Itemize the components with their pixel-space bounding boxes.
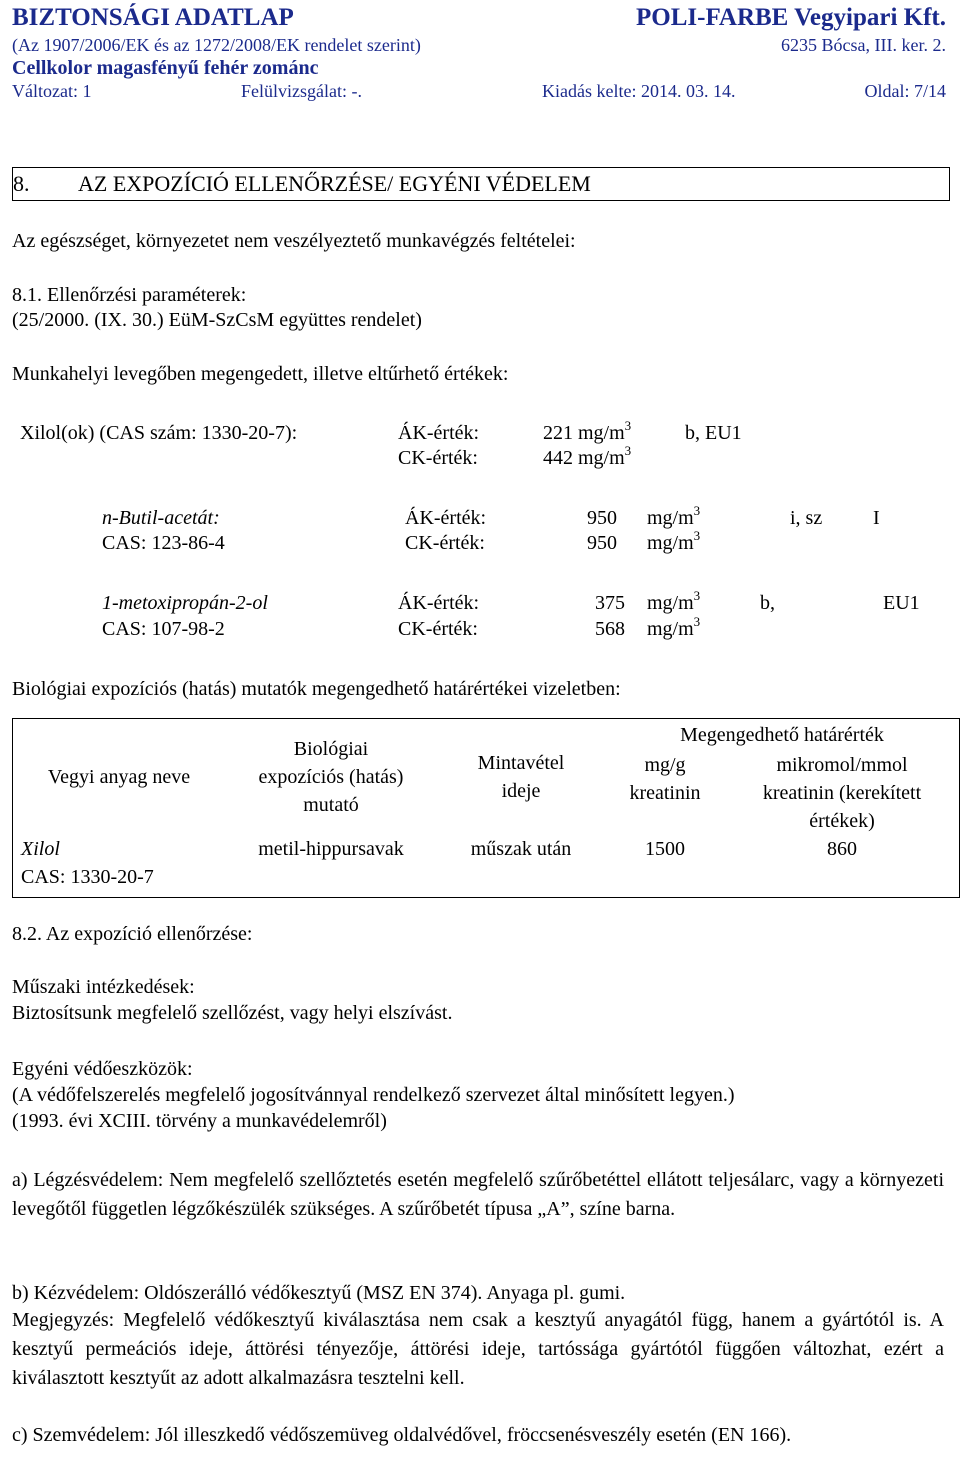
section-title: AZ EXPOZÍCIÓ ELLENŐRZÉSE/ EGYÉNI VÉDELEM xyxy=(78,171,591,196)
glove-note: Megjegyzés: Megfelelő védőkesztyű kiválasztása nem csak a kesztyű anyagától függ, hanem a gyártótól is. A kesztyű permeációs ideje, áttörési tényezője, áttörési ideje, tartóssága gyártótól függően változhat, ezért a kiválasztott kesztyűt az adott alkalmazásra tesztelni kell. xyxy=(12,1309,944,1389)
row-substance: Xilol CAS: 1330-20-7 xyxy=(21,838,154,888)
document-header xyxy=(12,4,946,102)
xylene-ak-note: b, EU1 xyxy=(685,422,742,444)
version: Változat: 1 xyxy=(12,81,92,101)
butyl-ck-label: CK-érték: xyxy=(405,532,485,554)
xylene-ak-label: ÁK-érték: xyxy=(398,422,480,444)
row-mgg: 1500 xyxy=(645,838,685,860)
company-name: POLI-FARBE Vegyipari Kft. xyxy=(636,4,946,31)
issue-date: Kiadás kelte: 2014. 03. 14. xyxy=(542,81,736,101)
butyl-ak-num: 950 xyxy=(587,507,617,529)
regulation-text: (Az 1907/2006/EK és az 1272/2008/EK rendelet szerint) xyxy=(12,35,421,55)
revision: Felülvizsgálat: -. xyxy=(241,81,362,101)
col-mgg-header: mg/g kreatinin xyxy=(629,754,701,804)
eye-protection: c) Szemvédelem: Jól illeszkedő védőszemüveg oldalvédővel, fröccsenésveszély esetén (EN 166). xyxy=(12,1424,792,1446)
row-sampling: műszak után xyxy=(470,838,572,860)
intro-text: Az egészséget, környezetet nem veszélyeztető munkavégzés feltételei: xyxy=(12,230,576,252)
col-substance-header: Vegyi anyag neve xyxy=(47,766,191,788)
butyl-ck-unit: $mg/m^3$ xyxy=(647,528,701,554)
butyl-ak-label: ÁK-érték: xyxy=(405,507,487,529)
document-title: BIZTONSÁGI ADATLAP xyxy=(12,4,294,31)
methoxy-ak-note: b, xyxy=(760,592,775,614)
col-limit-header: Megengedhető határérték xyxy=(680,724,884,746)
methoxy-ak-unit: $mg/m^3$ xyxy=(647,588,701,614)
butyl-ak-note: i, sz xyxy=(790,507,823,529)
butyl-ak-unit: $mg/m^3$ xyxy=(647,503,701,529)
product-name: Cellkolor magasfényű fehér zománc xyxy=(12,57,319,79)
butyl-cas: CAS: 123-86-4 xyxy=(102,532,225,554)
section-heading xyxy=(12,167,950,201)
xylene-ck-value: 442 $mg/m^3$ xyxy=(543,443,632,469)
row-indicator: metil-hippursavak xyxy=(258,838,404,860)
subsection-8-1: 8.1. Ellenőrzési paraméterek: xyxy=(12,284,247,306)
col-umol-header: mikromol/mmol kreatinin (kerekített értékek) xyxy=(762,754,922,832)
xylene-ck-label: CK-érték: xyxy=(398,447,478,469)
methoxy-ak-num: 375 xyxy=(595,592,625,614)
methoxy-name: 1-metoxipropán-2-ol xyxy=(102,592,268,614)
butyl-ck-num: 950 xyxy=(587,532,617,554)
col-sampling-header: Mintavétel ideje xyxy=(477,752,565,802)
xylene-name: Xilol(ok) (CAS szám: 1330-20-7): xyxy=(20,422,298,444)
butyl-name: n-Butil-acetát: xyxy=(102,507,220,529)
methoxy-ak-label: ÁK-érték: xyxy=(398,592,480,614)
ppe-text-1: (A védőfelszerelés megfelelő jogosítvánnyal rendelkező szervezet által minősített legyen.) xyxy=(12,1084,735,1106)
page-number: Oldal: 7/14 xyxy=(864,81,946,101)
col-indicator-header: Biológiai expozíciós (hatás) mutató xyxy=(258,738,404,816)
row-umol: 860 xyxy=(827,838,857,860)
workplace-air-heading: Munkahelyi levegőben megengedett, illetve eltűrhető értékek: xyxy=(12,363,509,385)
tech-measures-text: Biztosítsunk megfelelő szellőzést, vagy helyi elszívást. xyxy=(12,1002,453,1024)
decree-reference: (25/2000. (IX. 30.) EüM-SzCsM együttes rendelet) xyxy=(12,309,422,331)
methoxy-ak-note-2: EU1 xyxy=(883,592,920,614)
hand-protection: b) Kézvédelem: Oldószerálló védőkesztyű (MSZ EN 374). Anyaga pl. gumi. xyxy=(12,1282,626,1304)
tech-measures-label: Műszaki intézkedések: xyxy=(12,976,195,998)
bio-heading: Biológiai expozíciós (hatás) mutatók megengedhető határértékei vizeletben: xyxy=(12,678,621,700)
methoxy-ck-num: 568 xyxy=(595,618,625,640)
xylene-ak-value: 221 $mg/m^3$ xyxy=(543,418,632,444)
methoxy-cas: CAS: 107-98-2 xyxy=(102,618,225,640)
butyl-ak-note-2: I xyxy=(873,507,880,529)
respiratory-protection: a) Légzésvédelem: Nem megfelelő szellőztetés esetén megfelelő szűrőbetéttel ellátott teljesálarc, vagy a környezeti levegőtől független légzőkészülék szükséges. A szűrőbetét típusa „A”, színe barna. xyxy=(12,1169,944,1220)
table-row xyxy=(13,835,960,898)
methoxy-ck-unit: $mg/m^3$ xyxy=(647,614,701,640)
ppe-text-2: (1993. évi XCIII. törvény a munkavédelemről) xyxy=(12,1110,387,1132)
table-header-row xyxy=(13,719,960,752)
company-address: 6235 Bócsa, III. ker. 2. xyxy=(781,35,946,55)
methoxy-ck-label: CK-érték: xyxy=(398,618,478,640)
ppe-label: Egyéni védőeszközök: xyxy=(12,1058,193,1080)
subsection-8-2: 8.2. Az expozíció ellenőrzése: xyxy=(12,923,253,945)
bio-limits-table xyxy=(12,718,960,898)
section-number: 8. xyxy=(13,171,30,196)
